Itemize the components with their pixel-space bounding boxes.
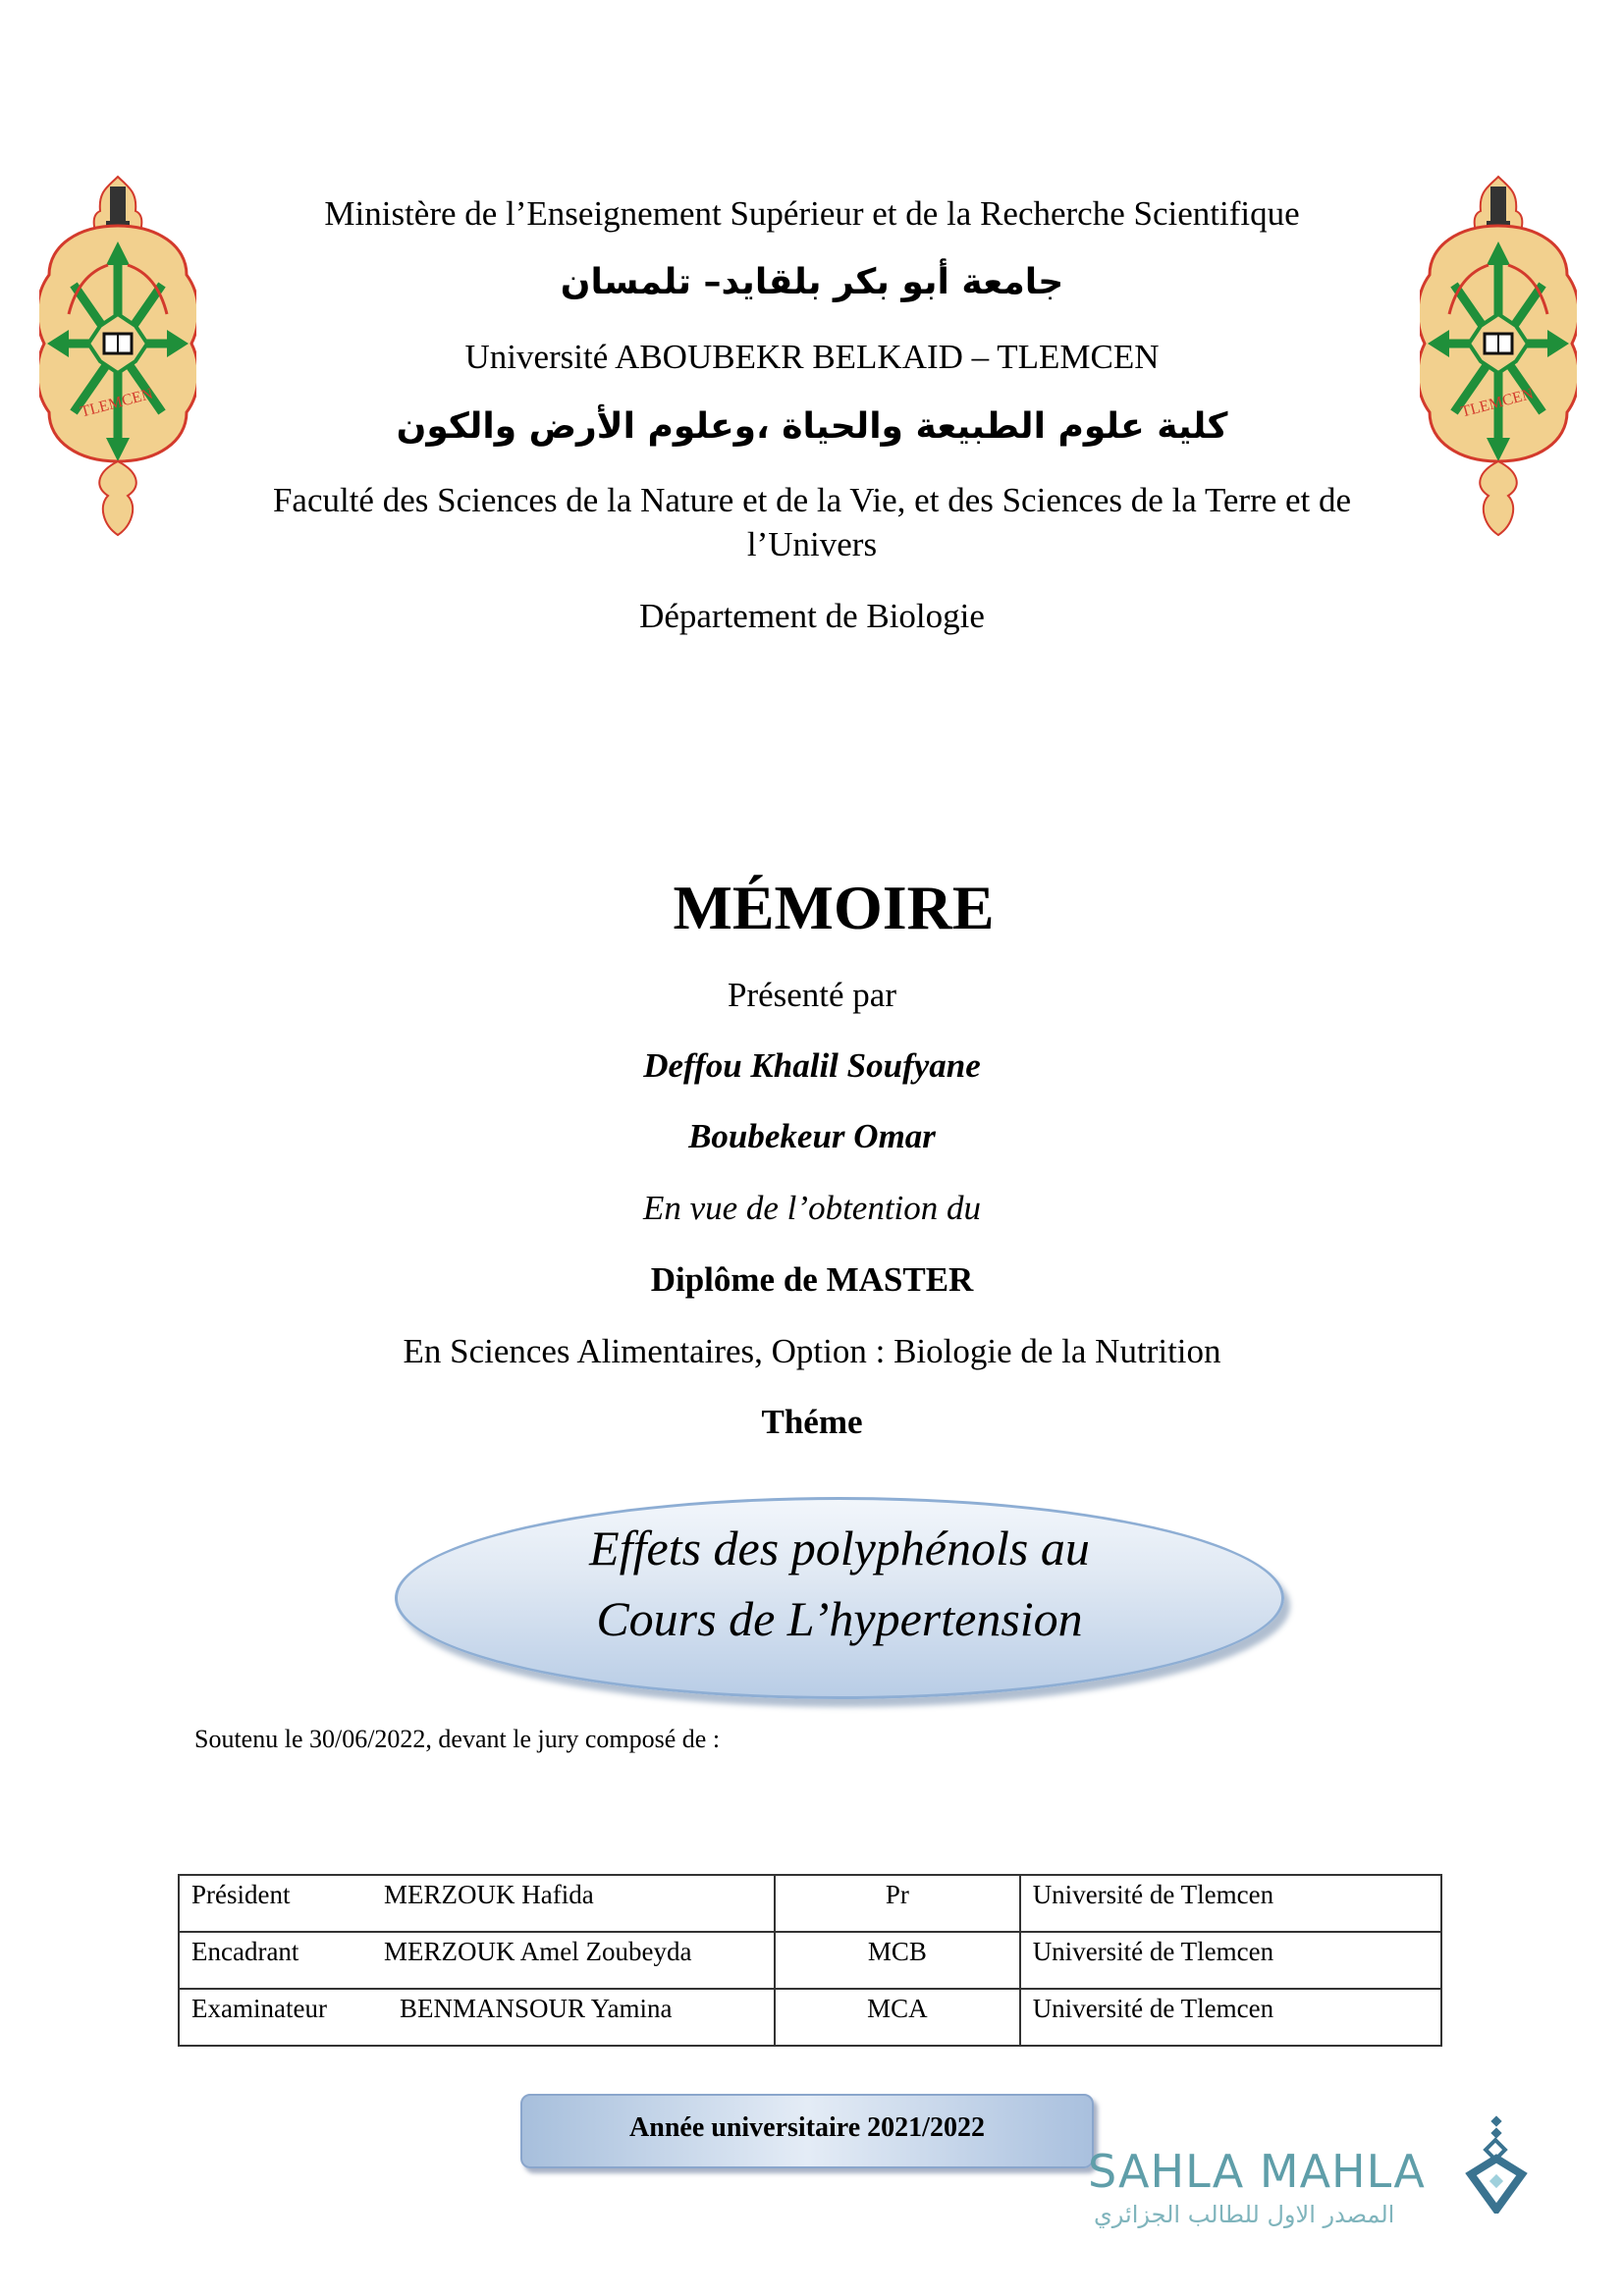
jury-role: Encadrant bbox=[191, 1937, 299, 1966]
jury-role-name-cell bbox=[179, 1875, 775, 1932]
purpose-text: En vue de l’obtention du bbox=[642, 1189, 982, 1227]
table-row bbox=[179, 1875, 1441, 1932]
university-name-arabic: جامعة أبو بكر بلقايد– تلمسان bbox=[560, 262, 1064, 302]
speciality-text: En Sciences Alimentaires, Option : Biologie de la Nutrition bbox=[403, 1332, 1221, 1370]
jury-institution: Université de Tlemcen bbox=[1020, 1932, 1441, 1989]
watermark-emblem-icon bbox=[1461, 2115, 1532, 2214]
author-2: Boubekeur Omar bbox=[688, 1117, 936, 1155]
table-row bbox=[179, 1989, 1441, 2046]
jury-role: Président bbox=[191, 1880, 291, 1909]
jury-institution: Université de Tlemcen bbox=[1020, 1989, 1441, 2046]
jury-grade: MCB bbox=[775, 1932, 1020, 1989]
watermark-tagline-arabic: المصدر الاول للطالب الجزائري bbox=[1094, 2201, 1395, 2228]
author-1: Deffou Khalil Soufyane bbox=[643, 1046, 981, 1085]
watermark-logo-text: SAHLA MAHLA bbox=[1088, 2145, 1426, 2198]
faculty-name-line1: Faculté des Sciences de la Nature et de la Vie, et des Sciences de la Terre et de bbox=[272, 481, 1352, 519]
svg-text:TLEMCEN: TLEMCEN bbox=[1459, 385, 1536, 421]
faculty-name-arabic: كلية علوم الطبيعة والحياة ،وعلوم الأرض والكون bbox=[396, 406, 1228, 447]
university-name: Université ABOUBEKR BELKAID – TLEMCEN bbox=[464, 338, 1160, 376]
svg-text:TLEMCEN: TLEMCEN bbox=[79, 385, 155, 421]
jury-name: BENMANSOUR Yamina bbox=[400, 1994, 673, 2023]
ministry-heading: Ministère de l’Enseignement Supérieur et de la Recherche Scientifique bbox=[324, 194, 1300, 233]
theme-line-2: Cours de L’hypertension bbox=[596, 1591, 1083, 1646]
diploma-title: Diplôme de MASTER bbox=[650, 1260, 974, 1299]
theme-line-1: Effets des polyphénols au bbox=[589, 1521, 1090, 1575]
jury-name: MERZOUK Amel Zoubeyda bbox=[384, 1937, 692, 1966]
jury-role-name-cell bbox=[179, 1932, 775, 1989]
table-row bbox=[179, 1932, 1441, 1989]
jury-role-name-cell bbox=[179, 1989, 775, 2046]
defense-statement: Soutenu le 30/06/2022, devant le jury composé de : bbox=[194, 1725, 721, 1753]
jury-institution: Université de Tlemcen bbox=[1020, 1875, 1441, 1932]
theme-ellipse bbox=[395, 1497, 1284, 1699]
jury-grade: MCA bbox=[775, 1989, 1020, 2046]
theme-label: Théme bbox=[761, 1403, 863, 1441]
document-title: MÉMOIRE bbox=[673, 873, 995, 942]
jury-role: Examinateur bbox=[191, 1994, 327, 2023]
academic-year-box: Année universitaire 2021/2022 bbox=[520, 2094, 1094, 2168]
jury-name: MERZOUK Hafida bbox=[384, 1880, 594, 1909]
presented-by-label: Présenté par bbox=[727, 976, 896, 1014]
jury-grade: Pr bbox=[775, 1875, 1020, 1932]
jury-table bbox=[178, 1874, 1442, 2047]
faculty-name-line2: l’Univers bbox=[746, 525, 878, 563]
department-name: Département de Biologie bbox=[639, 597, 985, 635]
